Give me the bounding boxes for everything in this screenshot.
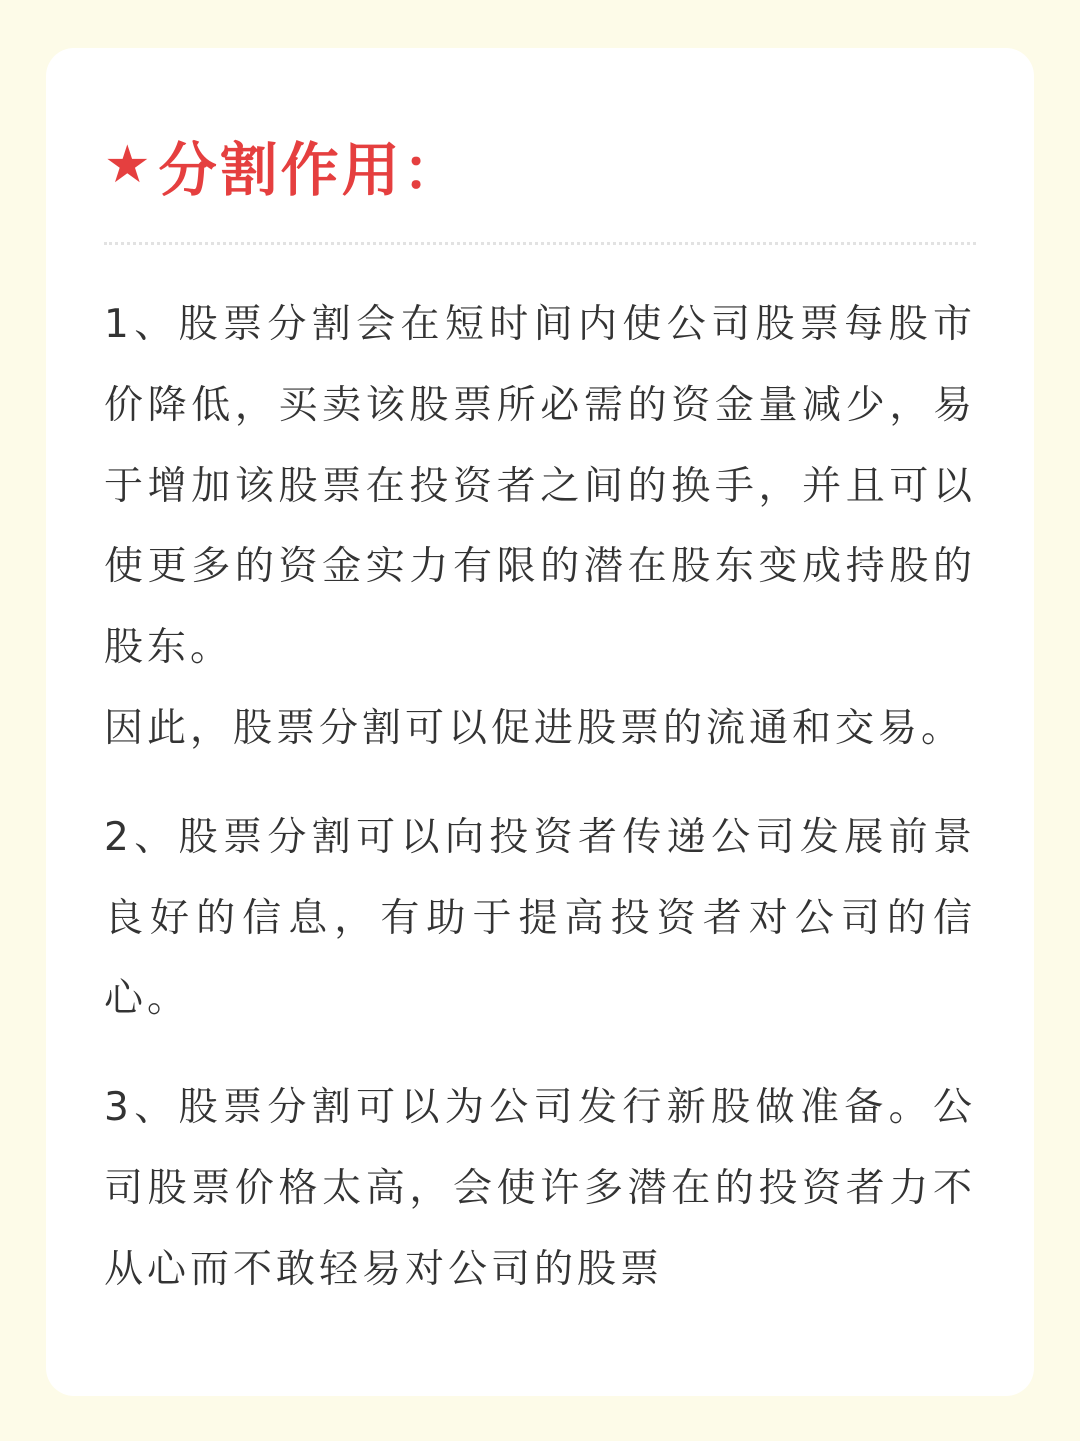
- dotted-divider: [104, 242, 976, 245]
- paragraph-3: 3、股票分割可以为公司发行新股做准备。公司股票价格太高，会使许多潜在的投资者力不从心而不敢轻易对公司的股票: [104, 1085, 976, 1292]
- paragraph-1: 1、股票分割会在短时间内使公司股票每股市价降低，买卖该股票所必需的资金量减少，易于增加该股票在投资者之间的换手，并且可以使更多的资金实力有限的潜在股东变成持股的股东。: [104, 302, 976, 671]
- paragraph-1-conclusion: 因此，股票分割可以促进股票的流通和交易。: [104, 705, 965, 751]
- page-title: [104, 120, 976, 210]
- paragraph-2: 2、股票分割可以向投资者传递公司发展前景良好的信息，有助于提高投资者对公司的信心。: [104, 814, 976, 1022]
- article-body: [104, 285, 976, 1311]
- star-icon: ★: [104, 135, 151, 195]
- content-card: [46, 48, 1034, 1396]
- page-title-text: 分割作用：: [158, 136, 464, 204]
